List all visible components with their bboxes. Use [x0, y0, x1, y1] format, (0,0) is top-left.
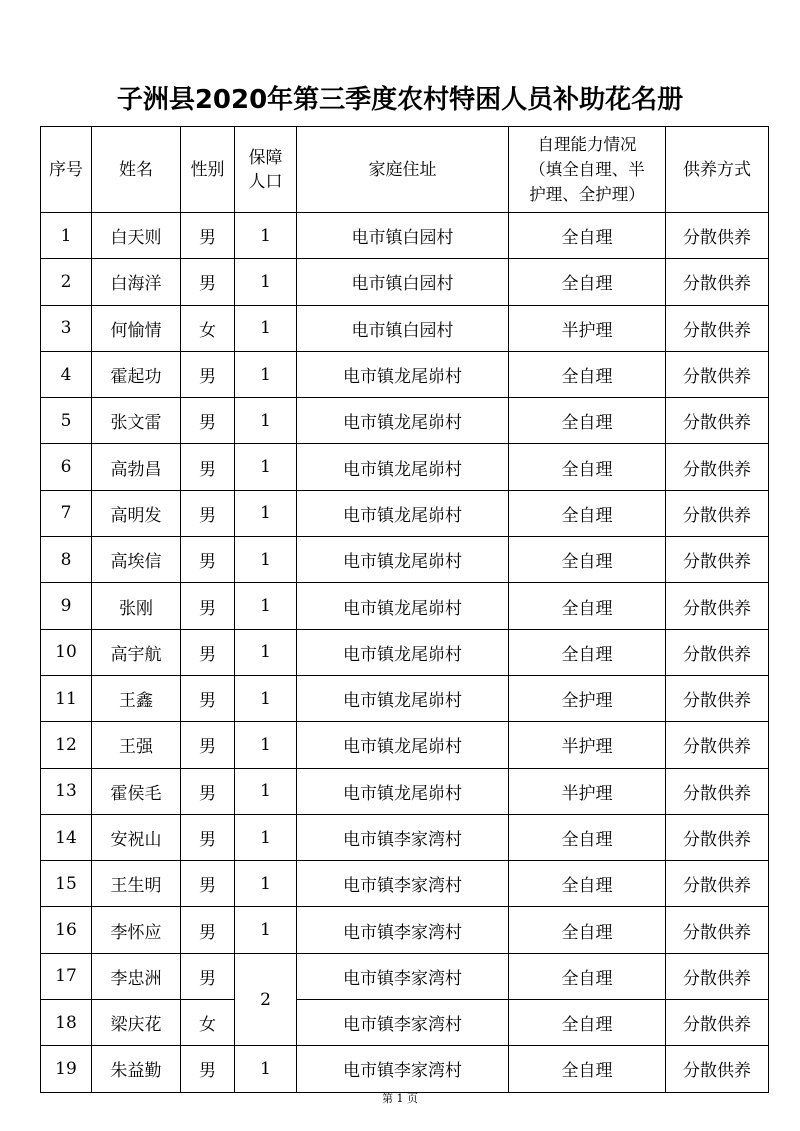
table-row: [41, 398, 769, 444]
cell-gender: 女: [181, 1000, 235, 1046]
cell-covered-persons: 1: [235, 398, 297, 444]
table-row: [41, 583, 769, 629]
cell-name: 王强: [92, 722, 181, 768]
cell-support-method: 分散供养: [666, 305, 769, 351]
header-support-method: 供养方式: [666, 127, 769, 213]
table-row: [41, 490, 769, 536]
cell-ability: 全自理: [509, 444, 666, 490]
cell-address: 电市镇李家湾村: [297, 1046, 509, 1092]
header-covered-line2: 人口: [248, 171, 283, 192]
cell-name: 白天则: [92, 213, 181, 259]
cell-no: 13: [41, 768, 92, 814]
cell-address: 电市镇白园村: [297, 259, 509, 305]
cell-gender: 男: [181, 351, 235, 397]
cell-no: 16: [41, 907, 92, 953]
table-row: [41, 814, 769, 860]
cell-no: 17: [41, 953, 92, 999]
cell-covered-persons: 1: [235, 1046, 297, 1092]
cell-name: 霍起功: [92, 351, 181, 397]
cell-support-method: 分散供养: [666, 444, 769, 490]
cell-address: 电市镇白园村: [297, 305, 509, 351]
cell-no: 10: [41, 629, 92, 675]
cell-ability: 全自理: [509, 629, 666, 675]
roster-body: [41, 213, 769, 1093]
cell-gender: 男: [181, 537, 235, 583]
cell-gender: 女: [181, 305, 235, 351]
cell-ability: 半护理: [509, 722, 666, 768]
cell-ability: 全自理: [509, 907, 666, 953]
cell-no: 7: [41, 490, 92, 536]
table-row: [41, 351, 769, 397]
cell-name: 李忠洲: [92, 953, 181, 999]
cell-no: 11: [41, 675, 92, 721]
cell-gender: 男: [181, 814, 235, 860]
document-title: 子洲县2020年第三季度农村特困人员补助花名册: [116, 85, 684, 115]
cell-support-method: 分散供养: [666, 907, 769, 953]
cell-name: 梁庆花: [92, 1000, 181, 1046]
cell-no: 1: [41, 213, 92, 259]
header-ability-line2: （填全自理、半: [529, 160, 645, 179]
table-row: [41, 213, 769, 259]
cell-covered-persons: 1: [235, 490, 297, 536]
cell-name: 高宇航: [92, 629, 181, 675]
cell-covered-persons: 1: [235, 213, 297, 259]
cell-ability: 全自理: [509, 490, 666, 536]
cell-no: 15: [41, 861, 92, 907]
cell-gender: 男: [181, 213, 235, 259]
cell-address: 电市镇龙尾峁村: [297, 444, 509, 490]
cell-covered-persons: 1: [235, 722, 297, 768]
cell-gender: 男: [181, 629, 235, 675]
cell-no: 6: [41, 444, 92, 490]
cell-ability: 半护理: [509, 305, 666, 351]
cell-no: 3: [41, 305, 92, 351]
header-row: [41, 127, 769, 213]
cell-covered-persons: 1: [235, 305, 297, 351]
header-self-care-ability: [509, 127, 666, 213]
cell-ability: 半护理: [509, 768, 666, 814]
cell-address: 电市镇李家湾村: [297, 953, 509, 999]
cell-gender: 男: [181, 722, 235, 768]
table-row: [41, 722, 769, 768]
header-gender: 性别: [181, 127, 235, 213]
cell-ability: 全自理: [509, 537, 666, 583]
cell-gender: 男: [181, 953, 235, 999]
cell-no: 2: [41, 259, 92, 305]
cell-covered-persons: 1: [235, 259, 297, 305]
cell-address: 电市镇龙尾峁村: [297, 722, 509, 768]
cell-ability: 全护理: [509, 675, 666, 721]
cell-support-method: 分散供养: [666, 1046, 769, 1092]
cell-name: 高勃昌: [92, 444, 181, 490]
cell-no: 4: [41, 351, 92, 397]
cell-ability: 全自理: [509, 1046, 666, 1092]
cell-name: 高明发: [92, 490, 181, 536]
cell-covered-persons: 1: [235, 629, 297, 675]
cell-address: 电市镇龙尾峁村: [297, 351, 509, 397]
cell-name: 王鑫: [92, 675, 181, 721]
cell-gender: 男: [181, 675, 235, 721]
table-row: [41, 675, 769, 721]
cell-gender: 男: [181, 490, 235, 536]
cell-address: 电市镇龙尾峁村: [297, 398, 509, 444]
cell-support-method: 分散供养: [666, 398, 769, 444]
cell-name: 张刚: [92, 583, 181, 629]
table-row: [41, 861, 769, 907]
cell-name: 李怀应: [92, 907, 181, 953]
cell-covered-persons: 1: [235, 814, 297, 860]
header-address: 家庭住址: [297, 127, 509, 213]
header-covered-persons: [235, 127, 297, 213]
cell-no: 18: [41, 1000, 92, 1046]
cell-no: 8: [41, 537, 92, 583]
cell-address: 电市镇龙尾峁村: [297, 490, 509, 536]
cell-gender: 男: [181, 907, 235, 953]
cell-support-method: 分散供养: [666, 351, 769, 397]
cell-no: 9: [41, 583, 92, 629]
cell-covered-persons: 1: [235, 537, 297, 583]
cell-covered-persons: 1: [235, 444, 297, 490]
cell-covered-persons: 1: [235, 768, 297, 814]
cell-covered-persons: 1: [235, 351, 297, 397]
cell-support-method: 分散供养: [666, 722, 769, 768]
cell-support-method: 分散供养: [666, 675, 769, 721]
cell-address: 电市镇龙尾峁村: [297, 675, 509, 721]
cell-name: 高埃信: [92, 537, 181, 583]
cell-ability: 全自理: [509, 213, 666, 259]
page-footer: 第 1 页: [382, 1092, 418, 1105]
cell-ability: 全自理: [509, 259, 666, 305]
cell-support-method: 分散供养: [666, 629, 769, 675]
subsidy-roster-table: [40, 126, 769, 1093]
cell-address: 电市镇龙尾峁村: [297, 583, 509, 629]
cell-support-method: 分散供养: [666, 814, 769, 860]
cell-gender: 男: [181, 444, 235, 490]
cell-support-method: 分散供养: [666, 768, 769, 814]
table-row: [41, 1046, 769, 1092]
cell-gender: 男: [181, 861, 235, 907]
cell-address: 电市镇李家湾村: [297, 1000, 509, 1046]
table-row: [41, 1000, 769, 1046]
cell-name: 张文雷: [92, 398, 181, 444]
cell-gender: 男: [181, 768, 235, 814]
cell-name: 霍侯毛: [92, 768, 181, 814]
cell-name: 白海洋: [92, 259, 181, 305]
cell-covered-persons: 1: [235, 861, 297, 907]
table-row: [41, 444, 769, 490]
table-row: [41, 629, 769, 675]
cell-address: 电市镇李家湾村: [297, 814, 509, 860]
header-ability-line3: 护理、全护理）: [529, 185, 645, 204]
cell-ability: 全自理: [509, 953, 666, 999]
cell-address: 电市镇白园村: [297, 213, 509, 259]
cell-covered-persons: 2: [235, 953, 297, 1046]
cell-name: 朱益勤: [92, 1046, 181, 1092]
cell-ability: 全自理: [509, 1000, 666, 1046]
cell-support-method: 分散供养: [666, 953, 769, 999]
header-covered-line1: 保障: [248, 147, 283, 168]
cell-support-method: 分散供养: [666, 259, 769, 305]
cell-address: 电市镇李家湾村: [297, 907, 509, 953]
table-row: [41, 953, 769, 999]
cell-no: 19: [41, 1046, 92, 1092]
cell-address: 电市镇李家湾村: [297, 861, 509, 907]
cell-covered-persons: 1: [235, 675, 297, 721]
cell-support-method: 分散供养: [666, 537, 769, 583]
table-row: [41, 768, 769, 814]
header-name: 姓名: [92, 127, 181, 213]
cell-support-method: 分散供养: [666, 490, 769, 536]
cell-gender: 男: [181, 259, 235, 305]
table-row: [41, 305, 769, 351]
cell-no: 14: [41, 814, 92, 860]
cell-no: 5: [41, 398, 92, 444]
cell-no: 12: [41, 722, 92, 768]
cell-gender: 男: [181, 583, 235, 629]
cell-covered-persons: 1: [235, 583, 297, 629]
cell-support-method: 分散供养: [666, 213, 769, 259]
cell-gender: 男: [181, 398, 235, 444]
table-row: [41, 259, 769, 305]
cell-support-method: 分散供养: [666, 583, 769, 629]
table-row: [41, 907, 769, 953]
cell-support-method: 分散供养: [666, 1000, 769, 1046]
header-no: 序号: [41, 127, 92, 213]
cell-gender: 男: [181, 1046, 235, 1092]
cell-ability: 全自理: [509, 861, 666, 907]
header-ability-line1: 自理能力情况: [537, 135, 637, 154]
cell-covered-persons: 1: [235, 907, 297, 953]
cell-name: 安祝山: [92, 814, 181, 860]
cell-address: 电市镇龙尾峁村: [297, 768, 509, 814]
cell-address: 电市镇龙尾峁村: [297, 537, 509, 583]
cell-support-method: 分散供养: [666, 861, 769, 907]
cell-name: 何愉情: [92, 305, 181, 351]
cell-ability: 全自理: [509, 583, 666, 629]
cell-ability: 全自理: [509, 398, 666, 444]
cell-ability: 全自理: [509, 351, 666, 397]
cell-ability: 全自理: [509, 814, 666, 860]
cell-address: 电市镇龙尾峁村: [297, 629, 509, 675]
cell-name: 王生明: [92, 861, 181, 907]
table-row: [41, 537, 769, 583]
